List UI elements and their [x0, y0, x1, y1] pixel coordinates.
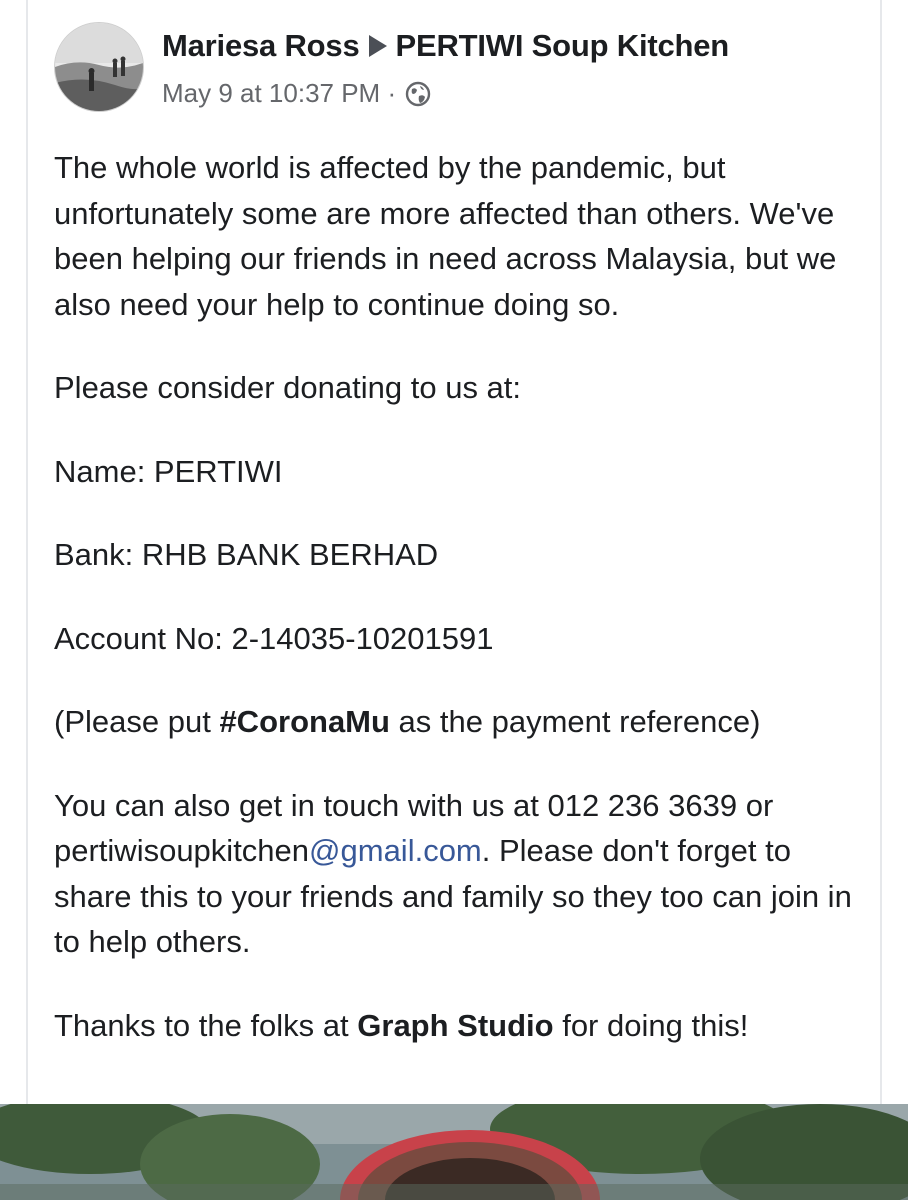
text-segment: for doing this!	[553, 1007, 749, 1043]
tagged-page-link[interactable]: Graph Studio	[357, 1007, 554, 1043]
contact-paragraph	[54, 783, 864, 965]
email-link[interactable]: @gmail.com	[309, 833, 482, 868]
post-meta	[162, 78, 431, 114]
post-header	[54, 22, 854, 112]
page-name[interactable]: PERTIWI Soup Kitchen	[395, 28, 730, 63]
author-avatar[interactable]	[54, 22, 144, 112]
post-paragraph: Please consider donating to us at:	[54, 370, 522, 405]
post-timestamp[interactable]: May 9 at 10:37 PM	[162, 78, 381, 108]
meta-separator: ·	[387, 78, 397, 108]
text-segment: as the payment reference)	[389, 704, 761, 739]
text-segment: . Please don't forget to share this to your friends and family so they too can join in to help others.	[54, 833, 852, 959]
text-segment: You can also get in touch with us at 012 236 3639 or pertiwisoupkitchen	[54, 787, 774, 868]
author-name[interactable]: Mariesa Ross	[162, 28, 360, 63]
text-segment: Thanks to the folks at	[54, 1007, 358, 1043]
attached-photo	[0, 1104, 908, 1200]
payment-reference	[54, 699, 864, 745]
profile-photo	[55, 23, 143, 111]
post-body	[54, 145, 864, 1048]
account-number: Account No: 2-14035-10201591	[54, 620, 494, 656]
hashtag-link[interactable]: #CoronaMu	[219, 704, 390, 739]
post-photo[interactable]	[0, 1104, 908, 1200]
author-line	[162, 28, 729, 64]
post-paragraph: The whole world is affected by the pandemic, but unfortunately some are more affected than others. We've been helping our friends in need across Malaysia, but we also need your help to continue doing so.	[54, 150, 837, 322]
thanks-paragraph	[54, 1003, 864, 1049]
text-segment: (Please put	[54, 704, 220, 739]
globe-icon[interactable]	[405, 81, 431, 114]
arrow-right-icon	[369, 35, 387, 57]
bank-name: Bank: RHB BANK BERHAD	[54, 537, 439, 572]
account-name: Name: PERTIWI	[54, 453, 283, 489]
